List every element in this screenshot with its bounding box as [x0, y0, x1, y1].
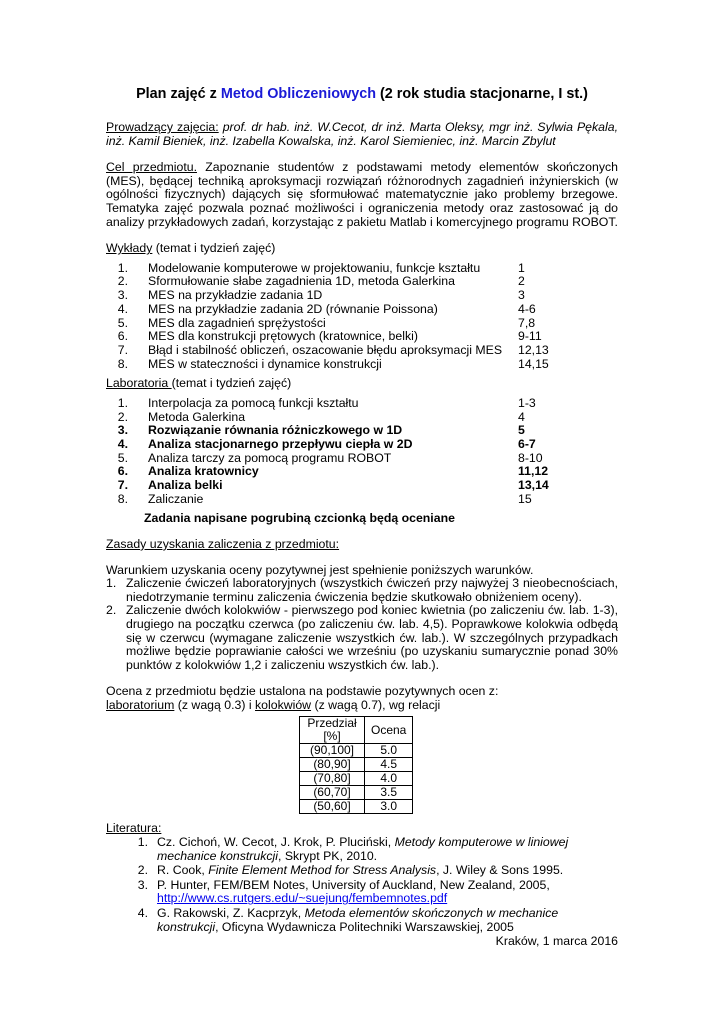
goal-paragraph — [106, 161, 618, 229]
title-highlight: Metod Obliczeniowych — [220, 86, 376, 102]
grade-table — [299, 716, 413, 814]
goal-label: Cel przedmiotu. — [106, 160, 197, 175]
lecture-item: 1. Modelowanie komputerowe w projektowaniu, funkcje kształtu 1 — [117, 260, 525, 275]
lab-item: 7. Analiza belki 13,14 — [117, 477, 549, 492]
page-title: Plan zajęć z Metod Obliczeniowych (2 rok studia stacjonarne, I st.) — [136, 86, 588, 102]
lecture-item: 4. MES na przykładzie zadania 2D (równanie Poissona) 4-6 — [117, 301, 536, 316]
instructors-names: prof. dr hab. inż. W.Cecot, dr inż. Marta Oleksy, mgr inż. Sylwia Pękala, inż. Kamil Bieniek, inż. Izabella Kowalska, inż. Karol Siemieniec, inż. Marcin Zbylut — [106, 120, 618, 148]
signature-date: Kraków, 1 marca 2016 — [495, 934, 618, 949]
labs-list — [106, 397, 618, 507]
grade-table-header: Przedział [%] Ocena — [300, 717, 413, 744]
rules-heading: Zasady uzyskania zaliczenia z przedmiotu: — [106, 536, 340, 551]
literature-item: 3. P. Hunter, FEM/BEM Notes, University of Auckland, New Zealand, 2005, http://www.cs.rutgers.edu/~suejung/fembemnotes.pdf — [137, 877, 550, 906]
literature-item: 4. G. Rakowski, Z. Kacprzyk, Metoda elementów skończonych w mechanice konstrukcji, Oficyna Wydawnicza Politechniki Warszawskiej, 2005 — [137, 906, 559, 934]
rules-intro: Warunkiem uzyskania oceny pozytywnej jest spełnienie poniższych warunków. — [106, 562, 534, 577]
table-row: (60,70] 3.5 — [300, 786, 413, 800]
lecture-item: 3. MES na przykładzie zadania 1D 3 — [117, 288, 525, 303]
rule-item: 2. Zaliczenie dwóch kolokwiów - pierwszego pod koniec kwietnia (po zaliczeniu ćw. lab. 1-3), drugiego na początku czerwca (po zaliczeniu ćw. lab. 4,5). Poprawkowe kolokwia odbędą się w czerwcu (wymagane zaliczenie wszystkich ćw. lab.). W szczególnych przypadkach możliwe będzie poprawianie całości we wrześniu (po uzyskaniu sumarycznie ponad 30% punktów z kolokwiów 1,2 i zaliczeniu wszystkich ćw. lab.). — [106, 603, 618, 672]
instructors-label: Prowadzący zajęcia: — [106, 120, 219, 134]
lab-item: 4. Analiza stacjonarnego przepływu ciepła w 2D 6-7 — [117, 436, 536, 451]
table-row: (70,80] 4.0 — [300, 772, 413, 786]
lecture-item: 5. MES dla zagadnień sprężystości 7,8 — [117, 315, 536, 330]
grading-line: Ocena z przedmiotu będzie ustalona na podstawie pozytywnych ocen z: — [106, 684, 499, 699]
lecture-item: 7. Błąd i stabilność obliczeń, oszacowanie błędu aproksymacji MES 12,13 — [117, 342, 549, 357]
lectures-list — [106, 262, 618, 372]
rule-item: 1. Zaliczenie ćwiczeń laboratoryjnych (wszystkich ćwiczeń przy najwyżej 3 nieobecnościach, niedotrzymanie terminu zaliczenia ćwiczenia będzie skutkowało obniżeniem oceny). — [106, 576, 618, 604]
lecture-item: 6. MES dla konstrukcji prętowych (kratownice, belki) 9-11 — [117, 329, 542, 344]
lab-item: 2. Metoda Galerkina 4 — [117, 409, 525, 424]
lecture-item: 8. MES w stateczności i dynamice konstrukcji 14,15 — [117, 356, 549, 371]
literature-item: 2. R. Cook, Finite Element Method for Stress Analysis, J. Wiley & Sons 1995. — [137, 863, 564, 878]
goal-text: Zapoznanie studentów z podstawami metody elementów skończonych (MES), będącej techniką aproksymacji rozwiązań różnorodnych zagadnień inżynierskich (w ogólności fizycznych) dających się sformułować matematycznie jako problemy brzegowe. Tematyka zajęć pozwala poznać możliwości i ograniczenia metody oraz zastosować ją do analizy przykładowych zadań, korzystając z pakietu Matlab i komercyjnego programu ROBOT. — [106, 160, 618, 229]
table-row: (90,100] 5.0 — [300, 744, 413, 758]
literature-heading: Literatura: — [106, 821, 162, 836]
lab-item: 6. Analiza kratownicy 11,12 — [117, 464, 549, 479]
fembem-notes-link[interactable]: http://www.cs.rutgers.edu/~suejung/fembemnotes.pdf — [157, 891, 448, 906]
table-row: (50,60] 3.0 — [300, 800, 413, 814]
labs-heading: Laboratoria (temat i tydzień zajęć) — [106, 376, 292, 391]
document-page — [106, 82, 618, 949]
lab-item: 3. Rozwiązanie równania różniczkowego w 1D 5 — [117, 423, 525, 438]
lab-item: 5. Analiza tarczy za pomocą programu ROBOT 8-10 — [117, 450, 543, 465]
lab-item: 8. Zaliczanie 15 — [117, 491, 532, 506]
table-row: (80,90] 4.5 — [300, 758, 413, 772]
labs-note: Zadania napisane pogrubiną czcionką będą oceniane — [144, 511, 455, 526]
grading-weights: laboratorium (z wagą 0.3) i kolokwiów (z wagą 0.7), wg relacji — [106, 697, 441, 712]
instructors-paragraph — [106, 121, 618, 148]
literature-item: 1. Cz. Cichoń, W. Cecot, J. Krok, P. Pluciński, Metody komputerowe w liniowej mechanice konstrukcji, Skrypt PK, 2010. — [137, 835, 569, 863]
lectures-heading: Wykłady (temat i tydzień zajęć) — [106, 241, 276, 256]
lab-item: 1. Interpolacja za pomocą funkcji kształtu 1-3 — [117, 395, 536, 410]
lecture-item: 2. Sformułowanie słabe zagadnienia 1D, metoda Galerkina 2 — [117, 274, 525, 289]
